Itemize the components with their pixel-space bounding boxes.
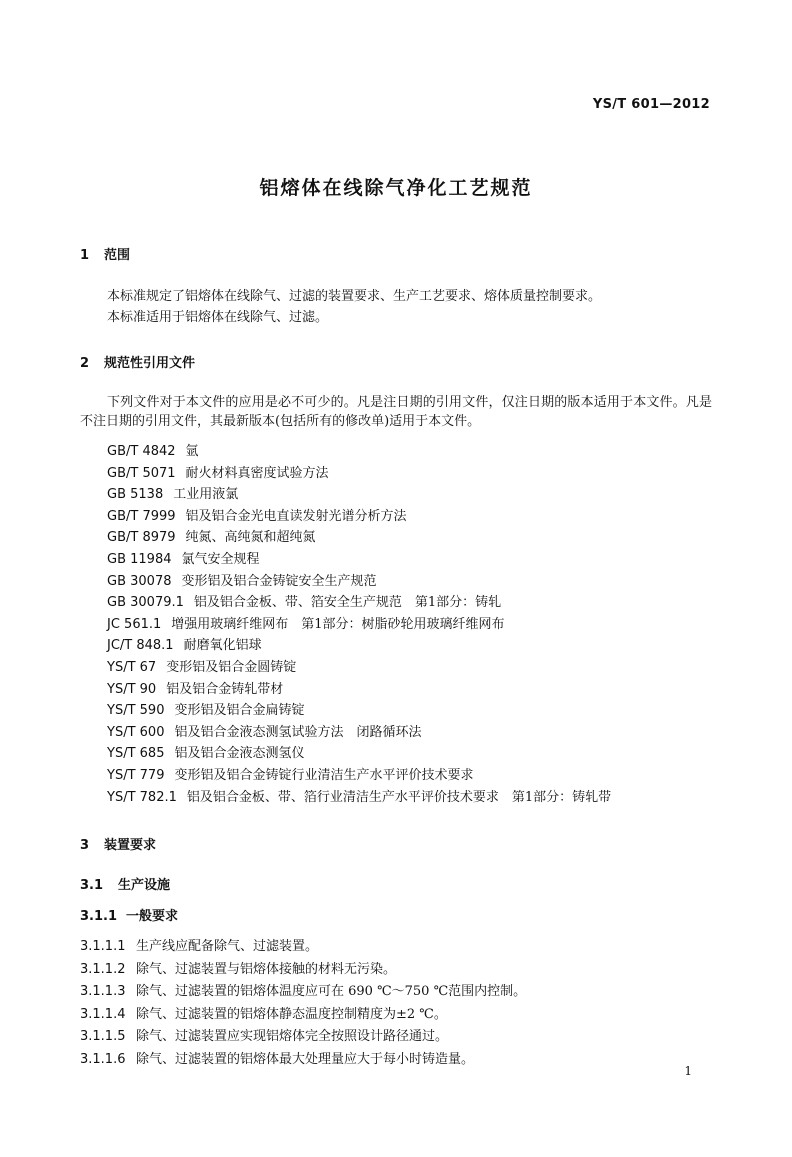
page-number: 1 [684,1064,692,1078]
reference-title: 氩 [185,444,199,459]
reference-title: 耐火材料真密度试验方法 [185,465,329,481]
reference-item [107,656,296,675]
clause-text: 生产线应配备除气、过滤装置。 [136,939,319,954]
clause-text: 除气、过滤装置的铝熔体温度应可在 690 ℃～750 ℃范围内控制。 [136,984,527,999]
clause-text: 除气、过滤装置的铝熔体最大处理量应大于每小时铸造量。 [136,1051,475,1067]
references-intro: 下列文件对于本文件的应用是必不可少的。凡是注日期的引用文件，仅注日期的版本适用于本文件。凡是不注日期的引用文件，其最新版本(包括所有的修改单)适用于本文件。 [80,395,712,429]
clause-number: 3.1.1.4 [80,1006,126,1022]
section-3-heading [80,834,156,853]
section-3-1-heading [80,874,170,893]
reference-title: 增强用玻璃纤维网布 第1部分：树脂砂轮用玻璃纤维网布 [171,616,505,632]
reference-title: 变形铝及铝合金铸锭行业清洁生产水平评价技术要求 [174,768,474,783]
reference-title: 铝及铝合金光电直读发射光谱分析方法 [185,508,407,524]
section-title: 范围 [104,248,131,263]
section-title: 一般要求 [126,909,179,924]
reference-item [107,764,473,783]
clause-item [80,1048,474,1067]
reference-title: 变形铝及铝合金圆铸锭 [166,660,297,675]
reference-title: 铝及铝合金板、带、箔行业清洁生产水平评价技术要求 第1部分：铸轧带 [186,789,612,805]
reference-item [107,526,316,545]
clause-text: 除气、过滤装置应实现铝熔体完全按照设计路径通过。 [136,1029,449,1044]
reference-title: 铝及铝合金液态测氢仪 [174,746,305,762]
reference-title: 铝及铝合金液态测氢试验方法 闭路循环法 [174,724,422,740]
standard-number: YS/T 601—2012 [592,97,710,112]
reference-code: GB/T 4842 [107,444,176,459]
clause-number: 3.1.1.3 [80,984,126,999]
reference-code: GB 5138 [107,487,164,503]
reference-code: GB/T 5071 [107,465,176,481]
clause-number: 3.1.1.1 [80,939,126,954]
reference-code: YS/T 90 [107,681,157,697]
reference-item [107,786,611,805]
section-number: 3.1.1 [80,909,118,924]
reference-code: YS/T 782.1 [107,789,177,805]
reference-code: YS/T 779 [107,768,165,783]
reference-title: 耐磨氧化铝球 [183,638,262,654]
reference-title: 铝及铝合金铸轧带材 [166,681,284,697]
reference-code: GB/T 7999 [107,508,176,524]
reference-code: YS/T 590 [107,703,165,719]
reference-title: 变形铝及铝合金扁铸锭 [174,703,305,719]
reference-item [107,462,329,481]
document-title: 铝熔体在线除气净化工艺规范 [259,177,533,199]
section-2-heading [80,352,195,371]
section-number: 3 [80,838,90,853]
section-title: 装置要求 [104,838,157,853]
reference-title: 氯气安全规程 [181,552,260,567]
reference-code: GB 11984 [107,552,172,567]
reference-item [107,483,238,502]
reference-item [107,440,199,459]
section-title: 规范性引用文件 [104,356,196,371]
reference-code: YS/T 600 [107,724,165,740]
clause-number: 3.1.1.6 [80,1051,126,1067]
clause-item [80,1003,447,1022]
section-number: 1 [80,248,90,263]
reference-item [107,742,304,761]
reference-title: 纯氮、高纯氮和超纯氮 [185,530,316,546]
clause-item [80,1025,448,1044]
section-number: 2 [80,356,90,371]
clause-item [80,980,526,999]
reference-code: YS/T 685 [107,746,165,762]
reference-code: GB 30078 [107,573,172,589]
reference-item [107,548,260,567]
reference-item [107,613,505,632]
section-3-1-1-heading [80,905,178,924]
reference-code: JC/T 848.1 [107,638,174,654]
reference-title: 铝及铝合金板、带、箔安全生产规范 第1部分：铸轧 [193,595,502,611]
reference-item [107,505,407,524]
scope-paragraph-1: 本标准规定了铝熔体在线除气、过滤的装置要求、生产工艺要求、熔体质量控制要求。 [107,289,602,304]
scope-paragraph-2: 本标准适用于铝熔体在线除气、过滤。 [107,310,329,325]
reference-code: JC 561.1 [107,616,162,632]
reference-code: GB/T 8979 [107,530,176,546]
reference-item [107,721,421,740]
clause-item [80,958,396,977]
reference-code: GB 30079.1 [107,595,184,611]
reference-item [107,570,377,589]
clause-text: 除气、过滤装置的铝熔体静态温度控制精度为±2 ℃。 [136,1006,447,1022]
reference-item [107,678,283,697]
reference-item [107,699,304,718]
section-title: 生产设施 [118,878,171,893]
reference-item [107,591,501,610]
reference-title: 工业用液氯 [173,487,239,503]
reference-title: 变形铝及铝合金铸锭安全生产规范 [181,573,377,589]
section-number: 3.1 [80,878,104,893]
reference-item [107,634,262,653]
clause-item [80,935,318,954]
section-1-heading [80,244,130,263]
reference-code: YS/T 67 [107,660,157,675]
clause-number: 3.1.1.2 [80,961,126,977]
clause-number: 3.1.1.5 [80,1029,126,1044]
clause-text: 除气、过滤装置与铝熔体接触的材料无污染。 [136,961,397,977]
